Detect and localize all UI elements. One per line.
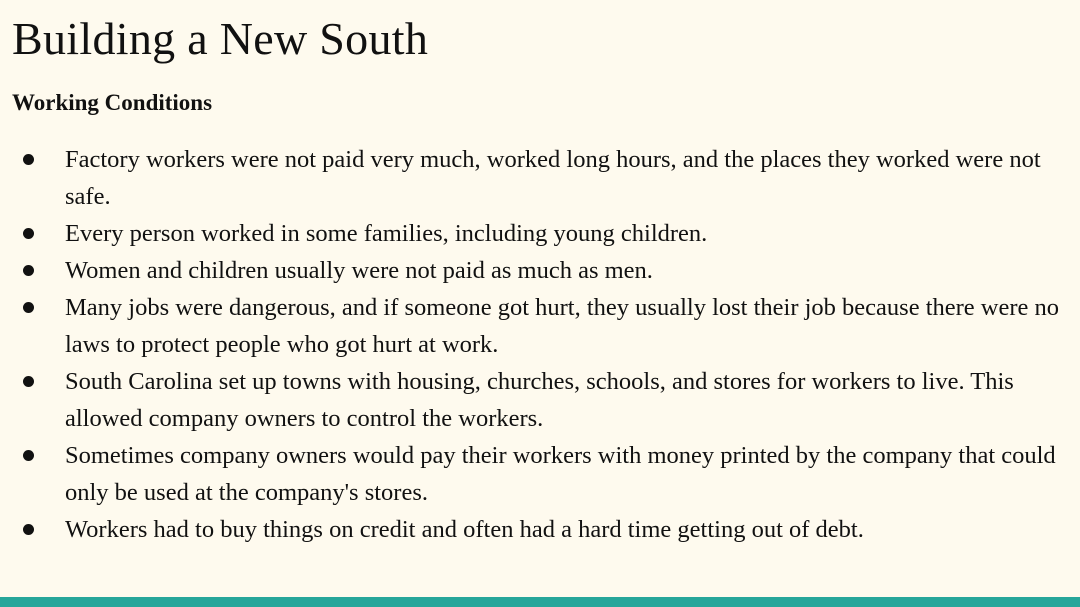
bullet-text: South Carolina set up towns with housing, churches, schools, and stores for workers to live. This allowed company owners to control the workers. <box>65 368 1014 432</box>
bullet-dot-icon <box>23 376 34 387</box>
bullet-text: Many jobs were dangerous, and if someone got hurt, they usually lost their job because there were no laws to protect people who got hurt at work. <box>65 294 1060 358</box>
bullet-item <box>0 289 1070 363</box>
bullet-text: Women and children usually were not paid as much as men. <box>65 257 653 284</box>
bullet-list <box>0 141 1070 548</box>
bullet-dot-icon <box>23 524 34 535</box>
bullet-text: Sometimes company owners would pay their workers with money printed by the company that could only be used at the company's stores. <box>65 442 1056 506</box>
bullet-item <box>0 363 1070 437</box>
bullet-text: Workers had to buy things on credit and often had a hard time getting out of debt. <box>65 516 864 543</box>
slide-subtitle: Working Conditions <box>12 90 213 115</box>
bullet-dot-icon <box>23 228 34 239</box>
bullet-item <box>0 437 1070 511</box>
bullet-text: Factory workers were not paid very much, worked long hours, and the places they worked were not safe. <box>65 146 1041 210</box>
bullet-dot-icon <box>23 450 34 461</box>
bullet-text: Every person worked in some families, including young children. <box>65 220 708 247</box>
bullet-item <box>0 141 1070 215</box>
bullet-dot-icon <box>23 302 34 313</box>
bullet-item <box>0 511 1070 548</box>
bullet-item <box>0 252 1070 289</box>
slide-title: Building a New South <box>12 13 429 64</box>
bullet-item <box>0 215 1070 252</box>
bullet-dot-icon <box>23 154 34 165</box>
accent-bar <box>0 597 1080 607</box>
bullet-dot-icon <box>23 265 34 276</box>
